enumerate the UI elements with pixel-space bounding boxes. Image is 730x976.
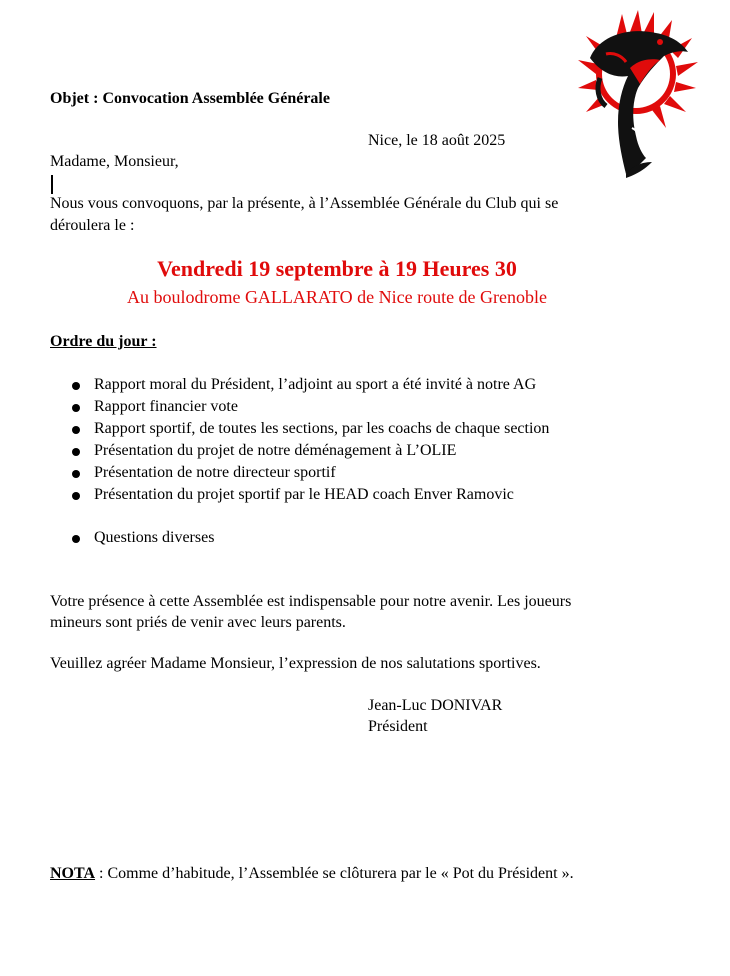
presence-line-1: Votre présence à cette Assemblée est indispensable pour notre avenir. Les joueurs	[50, 593, 572, 610]
salutation: Madame, Monsieur,	[50, 153, 179, 170]
agenda-item: Rapport moral du Président, l’adjoint au sport a été invité à notre AG	[94, 376, 537, 393]
presence-line-2: mineurs sont priés de venir avec leurs parents.	[50, 614, 346, 631]
date-line: Nice, le 18 août 2025	[368, 132, 506, 149]
subject-text: Convocation Assemblée Générale	[102, 90, 330, 107]
subject-prefix: Objet :	[50, 90, 103, 107]
dolphin-logo	[576, 8, 700, 180]
nota-line	[50, 865, 574, 883]
bullet-icon	[72, 492, 80, 500]
intro-line-2: déroulera le :	[50, 217, 135, 234]
bullet-icon	[72, 448, 80, 456]
agenda-item: Rapport sportif, de toutes les sections, par les coachs de chaque section	[94, 420, 550, 437]
nota-label: NOTA	[50, 865, 96, 882]
agenda-item: Présentation du projet sportif par le HEAD coach Enver Ramovic	[94, 486, 514, 503]
subject-line	[50, 90, 330, 108]
bullet-icon	[72, 535, 80, 543]
agenda-title: Ordre du jour :	[50, 333, 157, 350]
agenda-item: Présentation du projet de notre déménagement à L’OLIE	[94, 442, 457, 459]
signature-title: Président	[368, 718, 428, 735]
regards-line: Veuillez agréer Madame Monsieur, l’expression de nos salutations sportives.	[50, 655, 541, 672]
nota-text: : Comme d’habitude, l’Assemblée se clôturera par le « Pot du Président ».	[95, 865, 574, 882]
bullet-icon	[72, 382, 80, 390]
agenda-item-questions: Questions diverses	[94, 529, 215, 546]
event-datetime: Vendredi 19 septembre à 19 Heures 30	[157, 256, 517, 281]
bullet-icon	[72, 426, 80, 434]
signature-name: Jean-Luc DONIVAR	[368, 697, 503, 714]
event-location: Au boulodrome GALLARATO de Nice route de Grenoble	[126, 287, 548, 307]
agenda-item: Rapport financier vote	[94, 398, 238, 415]
bullet-icon	[72, 470, 80, 478]
agenda-item: Présentation de notre directeur sportif	[94, 464, 336, 481]
bullet-icon	[72, 404, 80, 412]
text-cursor	[51, 175, 53, 194]
intro-line-1: Nous vous convoquons, par la présente, à l’Assemblée Générale du Club qui se	[50, 195, 559, 212]
